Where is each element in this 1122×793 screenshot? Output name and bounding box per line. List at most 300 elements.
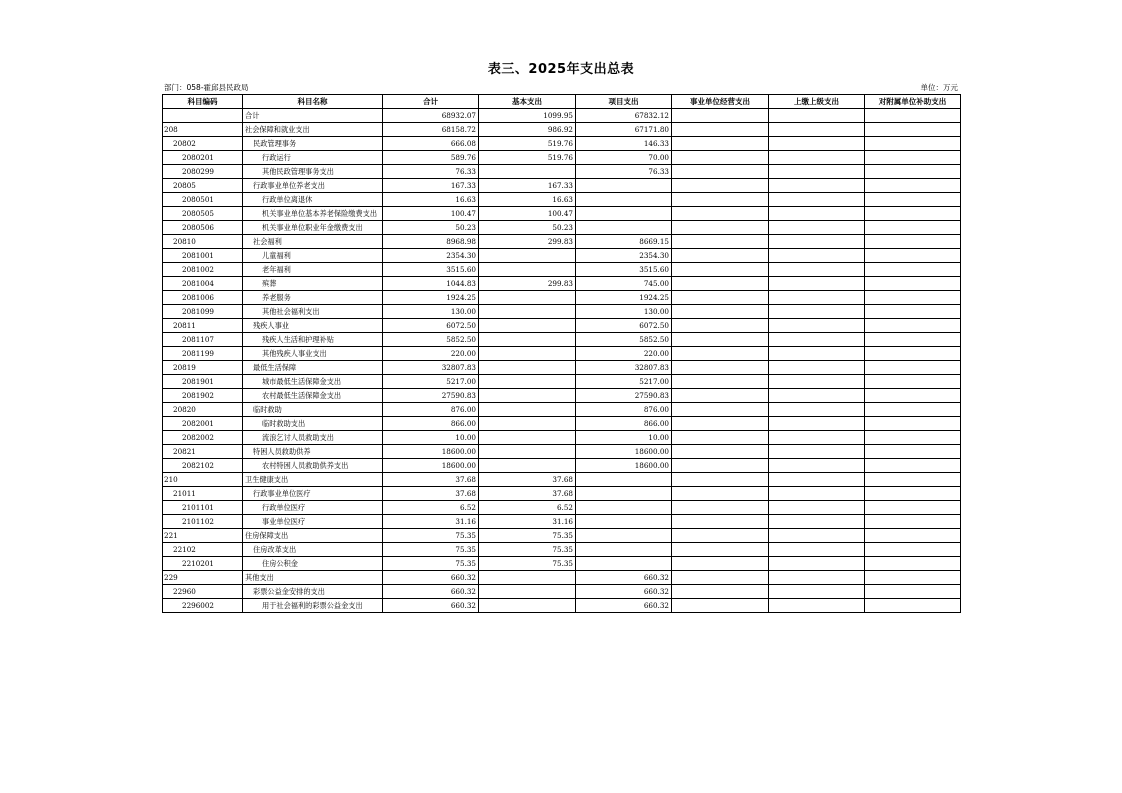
row-name: 社会福利 [243, 235, 383, 249]
row-project [576, 515, 672, 529]
row-name: 养老服务 [243, 291, 383, 305]
row-total: 220.00 [383, 347, 479, 361]
row-code: 2296002 [163, 599, 243, 613]
table-row [163, 263, 961, 277]
row-name: 临时救助支出 [243, 417, 383, 431]
row-subsidy [865, 109, 961, 123]
table-row [163, 585, 961, 599]
table-row [163, 389, 961, 403]
row-basic: 75.35 [479, 557, 576, 571]
row-basic: 37.68 [479, 473, 576, 487]
row-project: 10.00 [576, 431, 672, 445]
row-project: 27590.83 [576, 389, 672, 403]
row-basic [479, 459, 576, 473]
table-row [163, 305, 961, 319]
row-subsidy [865, 305, 961, 319]
row-project: 67832.12 [576, 109, 672, 123]
row-name: 卫生健康支出 [243, 473, 383, 487]
row-project: 220.00 [576, 347, 672, 361]
table-row [163, 571, 961, 585]
row-business [672, 193, 769, 207]
row-subsidy [865, 501, 961, 515]
row-business [672, 515, 769, 529]
row-project [576, 207, 672, 221]
row-code: 20820 [163, 403, 243, 417]
row-business [672, 221, 769, 235]
row-project: 5852.50 [576, 333, 672, 347]
row-business [672, 151, 769, 165]
row-remit [769, 207, 865, 221]
row-code: 20810 [163, 235, 243, 249]
row-business [672, 571, 769, 585]
row-name: 行政单位医疗 [243, 501, 383, 515]
row-business [672, 375, 769, 389]
row-total: 660.32 [383, 599, 479, 613]
row-business [672, 599, 769, 613]
expenditure-table [162, 94, 961, 613]
row-subsidy [865, 179, 961, 193]
page-title: 表三、2025年支出总表 [487, 62, 635, 77]
row-basic [479, 319, 576, 333]
row-total: 1044.83 [383, 277, 479, 291]
row-project: 76.33 [576, 165, 672, 179]
row-business [672, 235, 769, 249]
row-project [576, 529, 672, 543]
row-code: 208 [163, 123, 243, 137]
row-project [576, 221, 672, 235]
row-name: 机关事业单位职业年金缴费支出 [243, 221, 383, 235]
row-project [576, 179, 672, 193]
row-name: 儿童福利 [243, 249, 383, 263]
row-code: 2081107 [163, 333, 243, 347]
row-subsidy [865, 557, 961, 571]
row-code: 2080501 [163, 193, 243, 207]
table-row [163, 207, 961, 221]
row-basic [479, 375, 576, 389]
row-project: 6072.50 [576, 319, 672, 333]
row-name: 其他民政管理事务支出 [243, 165, 383, 179]
table-row [163, 361, 961, 375]
row-basic [479, 599, 576, 613]
row-project: 146.33 [576, 137, 672, 151]
row-code: 20821 [163, 445, 243, 459]
row-total: 76.33 [383, 165, 479, 179]
row-name: 用于社会福利的彩票公益金支出 [243, 599, 383, 613]
department-label: 部门：058-霍邱县民政局 [164, 83, 249, 92]
row-project: 660.32 [576, 585, 672, 599]
row-project: 8669.15 [576, 235, 672, 249]
table-row [163, 459, 961, 473]
row-name: 住房改革支出 [243, 543, 383, 557]
row-business [672, 487, 769, 501]
row-code: 2081902 [163, 389, 243, 403]
row-business [672, 501, 769, 515]
row-remit [769, 501, 865, 515]
row-total: 167.33 [383, 179, 479, 193]
row-name: 住房公积金 [243, 557, 383, 571]
row-name: 行政事业单位养老支出 [243, 179, 383, 193]
row-name: 民政管理事务 [243, 137, 383, 151]
row-code: 20819 [163, 361, 243, 375]
row-business [672, 431, 769, 445]
table-row [163, 501, 961, 515]
row-remit [769, 459, 865, 473]
row-business [672, 179, 769, 193]
row-basic: 31.16 [479, 515, 576, 529]
row-name: 机关事业单位基本养老保险缴费支出 [243, 207, 383, 221]
row-subsidy [865, 389, 961, 403]
row-subsidy [865, 263, 961, 277]
row-remit [769, 263, 865, 277]
table-row [163, 473, 961, 487]
row-business [672, 529, 769, 543]
row-remit [769, 165, 865, 179]
row-total: 5217.00 [383, 375, 479, 389]
row-remit [769, 151, 865, 165]
row-remit [769, 375, 865, 389]
row-project [576, 473, 672, 487]
row-total: 68158.72 [383, 123, 479, 137]
table-header-row [163, 95, 961, 109]
row-remit [769, 417, 865, 431]
row-name: 最低生活保障 [243, 361, 383, 375]
row-business [672, 291, 769, 305]
row-code: 2082102 [163, 459, 243, 473]
row-name: 合计 [243, 109, 383, 123]
header-name: 科目名称 [243, 95, 383, 109]
row-code: 221 [163, 529, 243, 543]
row-subsidy [865, 487, 961, 501]
row-business [672, 585, 769, 599]
row-business [672, 459, 769, 473]
row-remit [769, 515, 865, 529]
row-subsidy [865, 221, 961, 235]
row-basic [479, 403, 576, 417]
row-total: 37.68 [383, 473, 479, 487]
row-business [672, 473, 769, 487]
row-basic: 75.35 [479, 543, 576, 557]
row-subsidy [865, 459, 961, 473]
row-remit [769, 473, 865, 487]
row-project: 130.00 [576, 305, 672, 319]
table-row [163, 375, 961, 389]
row-project: 1924.25 [576, 291, 672, 305]
row-basic: 299.83 [479, 277, 576, 291]
row-code: 2080201 [163, 151, 243, 165]
table-row [163, 431, 961, 445]
row-project: 32807.83 [576, 361, 672, 375]
table-row [163, 543, 961, 557]
row-total: 6072.50 [383, 319, 479, 333]
row-subsidy [865, 599, 961, 613]
row-name: 行政单位离退休 [243, 193, 383, 207]
row-name: 行政事业单位医疗 [243, 487, 383, 501]
row-name: 彩票公益金安排的支出 [243, 585, 383, 599]
row-business [672, 319, 769, 333]
table-row [163, 333, 961, 347]
row-code: 22102 [163, 543, 243, 557]
row-project: 18600.00 [576, 459, 672, 473]
row-business [672, 403, 769, 417]
row-total: 666.08 [383, 137, 479, 151]
row-subsidy [865, 137, 961, 151]
row-project [576, 557, 672, 571]
row-subsidy [865, 347, 961, 361]
row-total: 27590.83 [383, 389, 479, 403]
row-basic: 986.92 [479, 123, 576, 137]
row-business [672, 165, 769, 179]
row-business [672, 305, 769, 319]
row-subsidy [865, 515, 961, 529]
row-remit [769, 319, 865, 333]
row-name: 事业单位医疗 [243, 515, 383, 529]
table-row [163, 515, 961, 529]
row-code: 2080505 [163, 207, 243, 221]
row-subsidy [865, 473, 961, 487]
row-code [163, 109, 243, 123]
row-project: 866.00 [576, 417, 672, 431]
table-row [163, 417, 961, 431]
row-project [576, 543, 672, 557]
row-basic [479, 165, 576, 179]
row-code: 2081004 [163, 277, 243, 291]
header-project: 项目支出 [576, 95, 672, 109]
row-project: 876.00 [576, 403, 672, 417]
row-subsidy [865, 319, 961, 333]
row-name: 住房保障支出 [243, 529, 383, 543]
row-business [672, 109, 769, 123]
row-remit [769, 179, 865, 193]
row-total: 1924.25 [383, 291, 479, 305]
row-remit [769, 431, 865, 445]
table-row [163, 235, 961, 249]
row-code: 21011 [163, 487, 243, 501]
row-project [576, 487, 672, 501]
header-subsidy: 对附属单位补助支出 [865, 95, 961, 109]
row-name: 其他社会福利支出 [243, 305, 383, 319]
row-name: 临时救助 [243, 403, 383, 417]
row-remit [769, 123, 865, 137]
row-business [672, 445, 769, 459]
table-row [163, 109, 961, 123]
row-name: 农村特困人员救助供养支出 [243, 459, 383, 473]
row-subsidy [865, 529, 961, 543]
table-body [163, 109, 961, 613]
row-remit [769, 585, 865, 599]
row-total: 660.32 [383, 571, 479, 585]
row-name: 殡葬 [243, 277, 383, 291]
row-remit [769, 403, 865, 417]
header-basic: 基本支出 [479, 95, 576, 109]
row-basic [479, 263, 576, 277]
row-subsidy [865, 277, 961, 291]
header-code: 科目编码 [163, 95, 243, 109]
row-business [672, 543, 769, 557]
row-total: 18600.00 [383, 459, 479, 473]
row-code: 20811 [163, 319, 243, 333]
row-subsidy [865, 543, 961, 557]
row-total: 31.16 [383, 515, 479, 529]
row-subsidy [865, 585, 961, 599]
row-subsidy [865, 235, 961, 249]
row-business [672, 417, 769, 431]
table-row [163, 599, 961, 613]
row-code: 20802 [163, 137, 243, 151]
row-basic [479, 361, 576, 375]
row-subsidy [865, 571, 961, 585]
row-total: 16.63 [383, 193, 479, 207]
row-code: 210 [163, 473, 243, 487]
row-total: 2354.30 [383, 249, 479, 263]
table-row [163, 487, 961, 501]
row-name: 城市最低生活保障金支出 [243, 375, 383, 389]
row-basic: 75.35 [479, 529, 576, 543]
row-name: 其他残疾人事业支出 [243, 347, 383, 361]
row-remit [769, 305, 865, 319]
table-row [163, 291, 961, 305]
row-remit [769, 291, 865, 305]
row-code: 2081099 [163, 305, 243, 319]
row-total: 876.00 [383, 403, 479, 417]
row-total: 130.00 [383, 305, 479, 319]
row-code: 2210201 [163, 557, 243, 571]
row-total: 3515.60 [383, 263, 479, 277]
row-total: 6.52 [383, 501, 479, 515]
row-subsidy [865, 193, 961, 207]
row-name: 特困人员救助供养 [243, 445, 383, 459]
table-row [163, 151, 961, 165]
row-subsidy [865, 403, 961, 417]
row-name: 社会保障和就业支出 [243, 123, 383, 137]
row-project: 2354.30 [576, 249, 672, 263]
row-remit [769, 137, 865, 151]
row-basic: 100.47 [479, 207, 576, 221]
row-basic: 6.52 [479, 501, 576, 515]
row-business [672, 557, 769, 571]
row-business [672, 263, 769, 277]
row-code: 2081002 [163, 263, 243, 277]
row-project: 745.00 [576, 277, 672, 291]
row-code: 2081901 [163, 375, 243, 389]
table-row [163, 319, 961, 333]
row-total: 866.00 [383, 417, 479, 431]
row-name: 老年福利 [243, 263, 383, 277]
row-remit [769, 487, 865, 501]
row-remit [769, 361, 865, 375]
row-basic: 299.83 [479, 235, 576, 249]
row-project: 660.32 [576, 599, 672, 613]
row-business [672, 347, 769, 361]
row-project [576, 193, 672, 207]
row-basic [479, 571, 576, 585]
row-total: 50.23 [383, 221, 479, 235]
table-row [163, 123, 961, 137]
row-project: 70.00 [576, 151, 672, 165]
row-basic [479, 389, 576, 403]
row-basic: 37.68 [479, 487, 576, 501]
row-subsidy [865, 249, 961, 263]
table-row [163, 137, 961, 151]
table-row [163, 347, 961, 361]
row-total: 589.76 [383, 151, 479, 165]
table-row [163, 403, 961, 417]
row-total: 68932.07 [383, 109, 479, 123]
row-basic: 519.76 [479, 137, 576, 151]
table-row [163, 445, 961, 459]
table-row [163, 193, 961, 207]
row-business [672, 333, 769, 347]
row-project: 18600.00 [576, 445, 672, 459]
row-subsidy [865, 291, 961, 305]
row-code: 20805 [163, 179, 243, 193]
row-project: 3515.60 [576, 263, 672, 277]
row-remit [769, 109, 865, 123]
row-subsidy [865, 417, 961, 431]
table-row [163, 221, 961, 235]
row-basic [479, 347, 576, 361]
row-subsidy [865, 445, 961, 459]
row-subsidy [865, 431, 961, 445]
row-business [672, 249, 769, 263]
row-total: 75.35 [383, 543, 479, 557]
row-code: 2081199 [163, 347, 243, 361]
row-remit [769, 235, 865, 249]
row-subsidy [865, 165, 961, 179]
table-row [163, 557, 961, 571]
row-remit [769, 571, 865, 585]
row-basic: 167.33 [479, 179, 576, 193]
row-total: 32807.83 [383, 361, 479, 375]
row-basic [479, 585, 576, 599]
row-project: 5217.00 [576, 375, 672, 389]
row-basic [479, 333, 576, 347]
row-basic: 50.23 [479, 221, 576, 235]
row-basic [479, 249, 576, 263]
row-code: 2082001 [163, 417, 243, 431]
row-project [576, 501, 672, 515]
row-name: 残疾人生活和护理补贴 [243, 333, 383, 347]
row-basic: 519.76 [479, 151, 576, 165]
row-remit [769, 347, 865, 361]
row-name: 农村最低生活保障金支出 [243, 389, 383, 403]
row-remit [769, 529, 865, 543]
row-total: 18600.00 [383, 445, 479, 459]
row-project: 660.32 [576, 571, 672, 585]
row-business [672, 277, 769, 291]
header-remit: 上缴上级支出 [769, 95, 865, 109]
row-remit [769, 557, 865, 571]
row-remit [769, 599, 865, 613]
row-code: 2082002 [163, 431, 243, 445]
row-code: 2101101 [163, 501, 243, 515]
row-basic [479, 445, 576, 459]
row-total: 75.35 [383, 529, 479, 543]
table-row [163, 529, 961, 543]
row-total: 75.35 [383, 557, 479, 571]
row-basic [479, 431, 576, 445]
table-row [163, 179, 961, 193]
row-name: 行政运行 [243, 151, 383, 165]
row-code: 22960 [163, 585, 243, 599]
row-project: 67171.80 [576, 123, 672, 137]
row-total: 8968.98 [383, 235, 479, 249]
row-remit [769, 193, 865, 207]
row-subsidy [865, 151, 961, 165]
row-business [672, 137, 769, 151]
row-name: 残疾人事业 [243, 319, 383, 333]
table-row [163, 165, 961, 179]
row-remit [769, 221, 865, 235]
